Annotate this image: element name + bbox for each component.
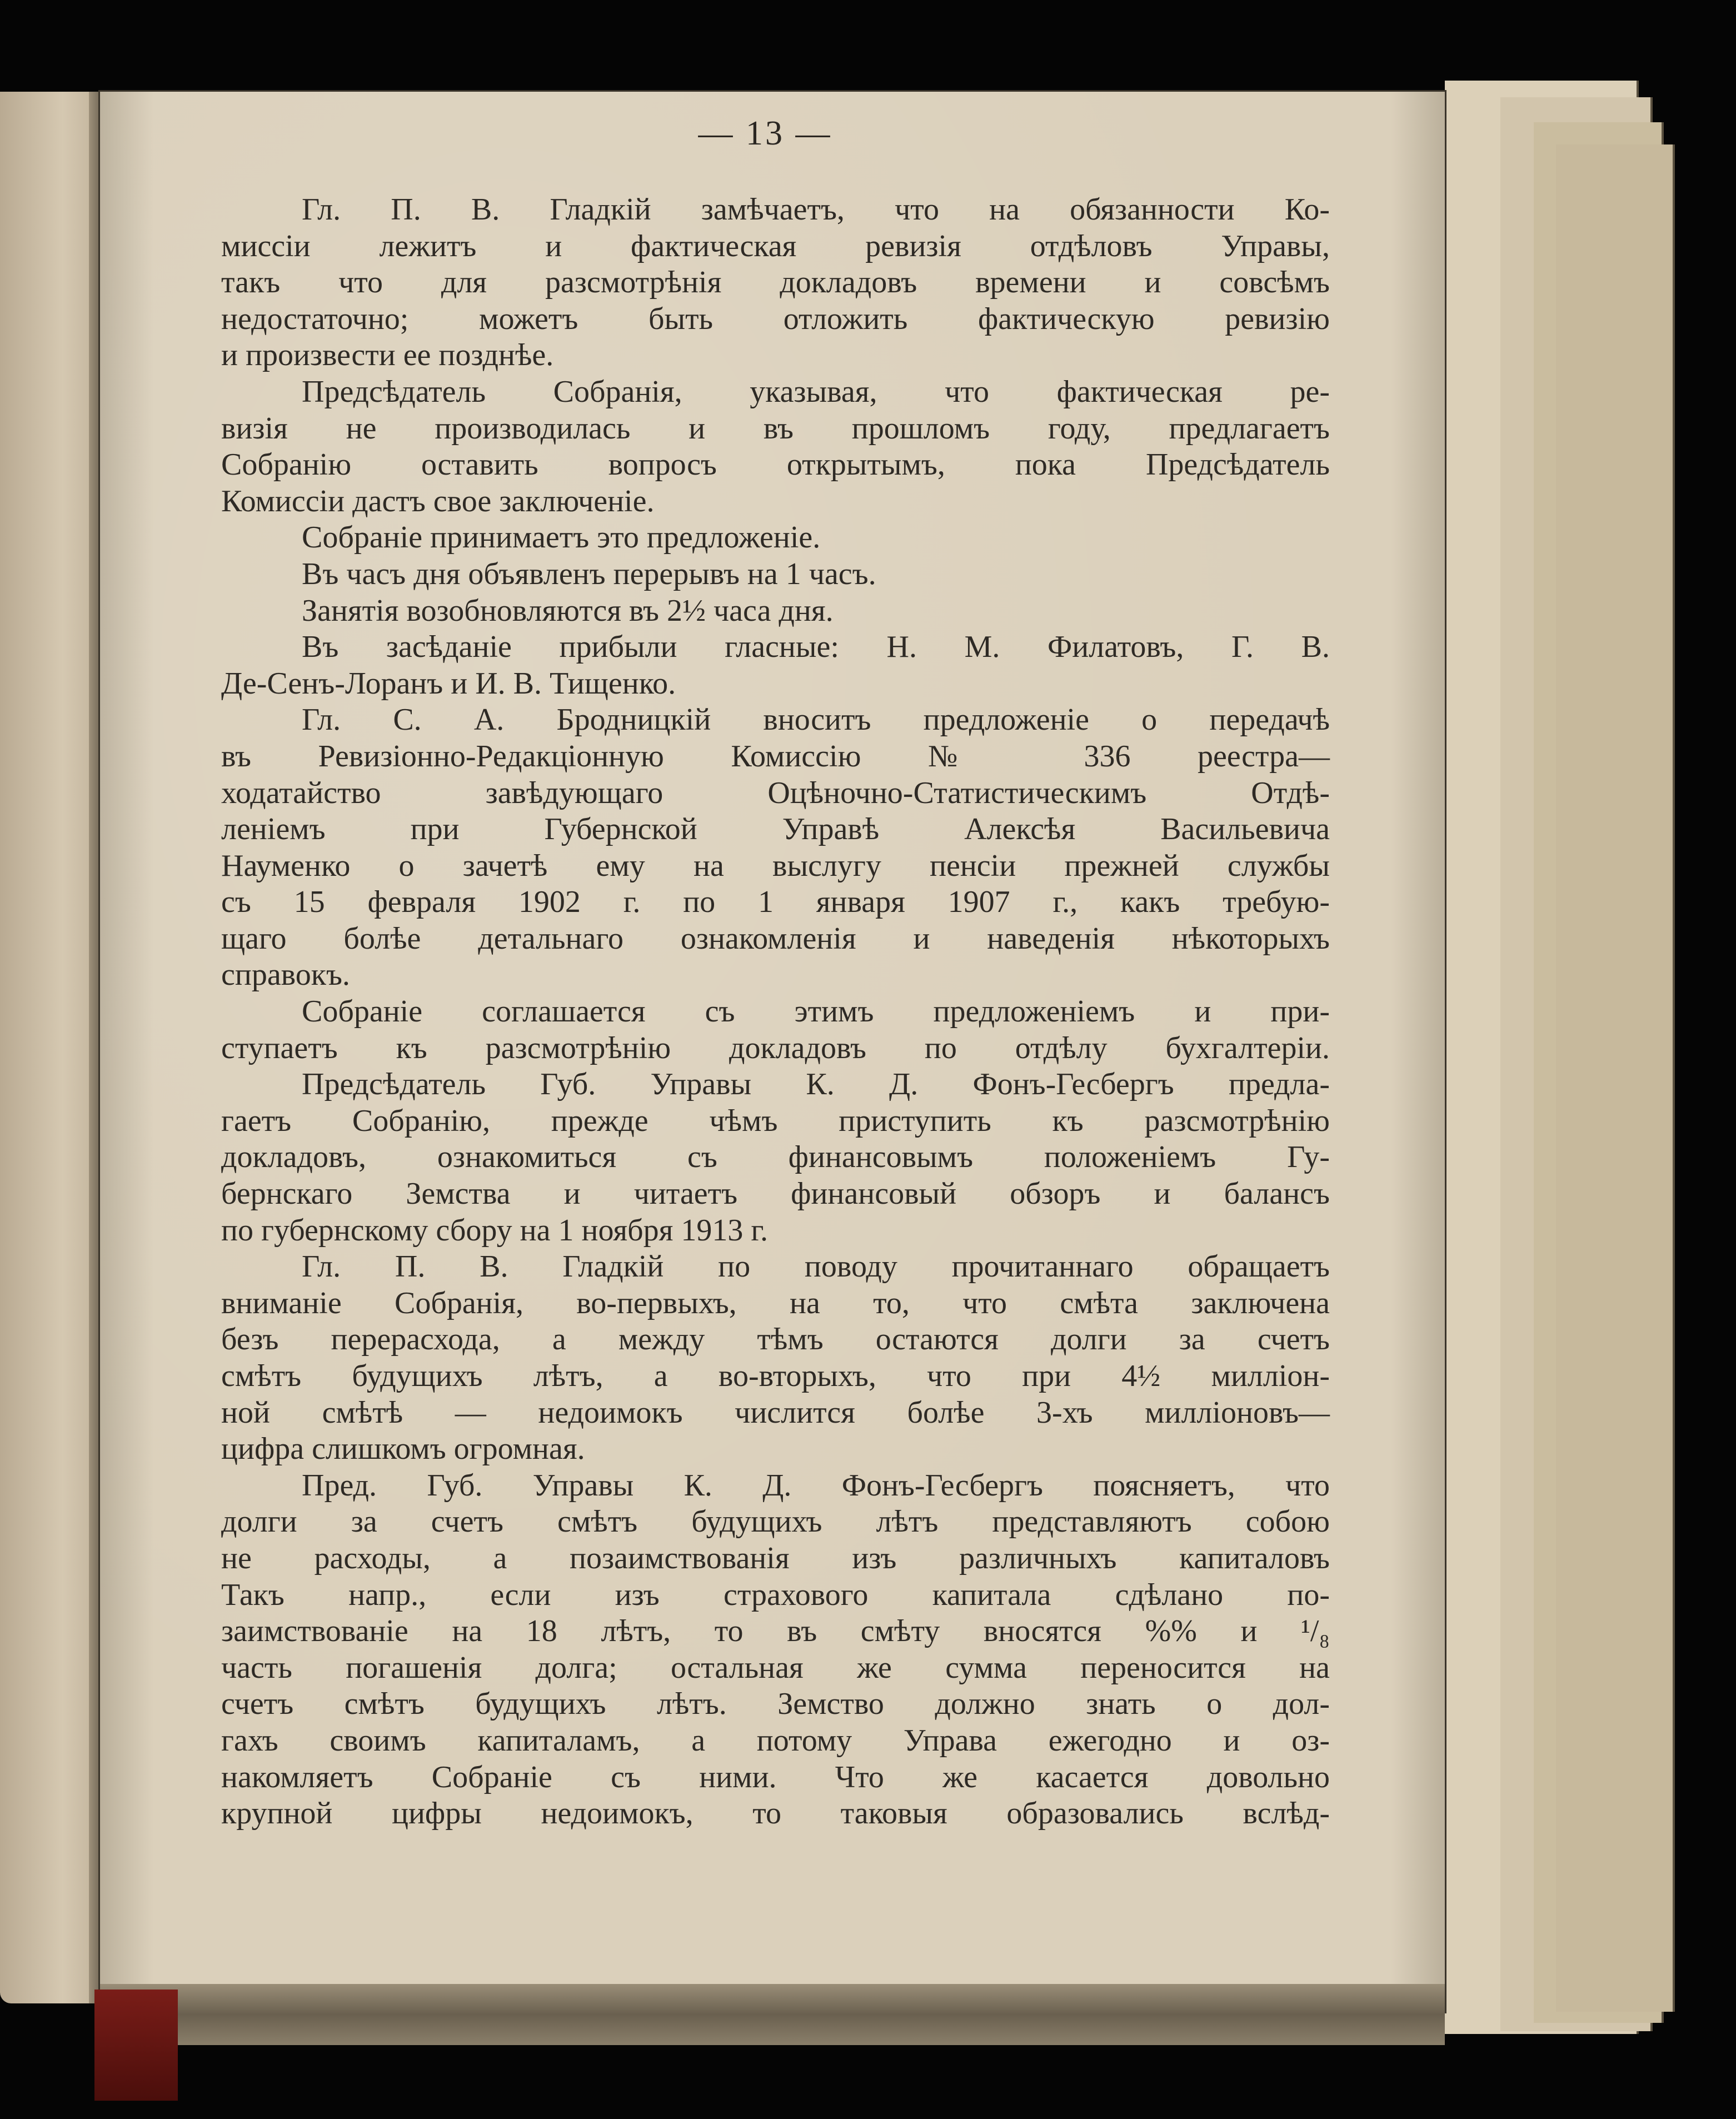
text-line: ходатайство завѣдующаго Оцѣночно-Статистическимъ Отдѣ- [221,775,1330,810]
text-line: Де-Сенъ-Лоранъ и И. В. Тищенко. [221,666,676,701]
text-line: смѣтъ будущихъ лѣтъ, а во-вторыхъ, что при 4½ милліон- [221,1359,1330,1393]
text-line: крупной цифры недоимокъ, то таковыя образовались вслѣд- [221,1796,1330,1831]
text-line: въ Ревизіонно-Редакціонную Комиссію № 336 реестра— [221,739,1330,774]
text-line: гаетъ Собранію, прежде чѣмъ приступить къ разсмотрѣнію [221,1103,1330,1138]
edge-mark [10,1403,16,1413]
text-line: Комиссіи дастъ свое заключеніе. [221,483,655,518]
text-line: недостаточно; можетъ быть отложить фактическую ревизію [221,301,1330,336]
text-line: часть погашенія долга; остальная же сумма переносится на [221,1650,1330,1685]
text-line: такъ что для разсмотрѣнія докладовъ времени и совсѣмъ [221,265,1330,300]
text-line: безъ перерасхода, а между тѣмъ остаются долги за счетъ [221,1322,1330,1357]
text-line: Науменко о зачетѣ ему на выслугу пенсіи прежней службы [221,848,1330,883]
page-number: — 13 — [698,114,832,152]
text-line: Въ часъ дня объявленъ перерывъ на 1 часъ. [302,556,876,591]
text-line: накомляетъ Собраніе съ ними. Что же касается довольно [221,1759,1330,1794]
text-line: Предсѣдатель Собранія, указывая, что фактическая ре- [302,374,1330,409]
text-line: Собраніе принимаетъ это предложеніе. [302,520,821,555]
text-line: долги за счетъ смѣтъ будущихъ лѣтъ представляютъ собою [221,1504,1330,1539]
text-line: визія не производилась и въ прошломъ году, предлагаетъ [221,411,1330,446]
text-line: Въ засѣданіе прибыли гласные: Н. М. Филатовъ, Г. В. [302,630,1330,665]
binding-corner [94,1990,178,2101]
text-line: вниманіе Собранія, во-первыхъ, на то, что смѣта заключена [221,1285,1330,1320]
text-line: Занятія возобновляются въ 2½ часа дня. [302,593,834,628]
text-line: Собранію оставить вопросъ открытымъ, пока Предсѣдатель [221,447,1330,482]
text-line: гахъ своимъ капиталамъ, а потому Управа ежегодно и оз- [221,1723,1330,1758]
text-line: Такъ напр., если изъ страхового капитала сдѣлано по- [221,1577,1330,1612]
text-line: справокъ. [221,958,350,993]
page-text-body [221,192,1330,1832]
text-line: миссіи лежитъ и фактическая ревизія отдѣловъ Управы, [221,228,1330,263]
text-line: счетъ смѣтъ будущихъ лѣтъ. Земство должно знать о дол- [221,1687,1330,1722]
text-line: щаго болѣе детальнаго ознакомленія и наведенія нѣкоторыхъ [221,921,1330,956]
text-line: цифра слишкомъ огромная. [221,1432,585,1467]
text-line: заимствованіе на 18 лѣтъ, то въ смѣту вносятся %% и ¹/₈ [221,1614,1330,1649]
text-line: Гл. П. В. Гладкій замѣчаетъ, что на обязанности Ко- [302,192,1330,227]
page-stack-layer [1556,144,1675,2012]
text-line: бернскаго Земства и читаетъ финансовый обзоръ и балансъ [221,1176,1330,1211]
text-line: съ 15 февраля 1902 г. по 1 января 1907 г., какъ требую- [221,885,1330,920]
text-line: не расходы, а позаимствованія изъ различныхъ капиталовъ [221,1540,1330,1575]
text-line: докладовъ, ознакомиться съ финансовымъ положеніемъ Гу- [221,1140,1330,1175]
text-line: Гл. С. А. Бродницкій вноситъ предложеніе о передачѣ [302,702,1330,737]
text-line: по губернскому сбору на 1 ноября 1913 г. [221,1213,769,1248]
text-line: ступаетъ къ разсмотрѣнію докладовъ по отдѣлу бухгалтеріи. [221,1030,1330,1065]
page-bottom-edge [100,1984,1445,2045]
text-line: Пред. Губ. Управы К. Д. Фонъ-Гесбергъ поясняетъ, что [302,1468,1330,1503]
text-line: леніемъ при Губернской Управѣ Алексѣя Васильевича [221,812,1330,847]
text-line: ной смѣтѣ — недоимокъ числится болѣе 3-хъ милліоновъ— [221,1395,1330,1430]
text-line: Предсѣдатель Губ. Управы К. Д. Фонъ-Гесбергъ предла- [302,1067,1330,1102]
text-line: Собраніе соглашается съ этимъ предложеніемъ и при- [302,994,1330,1029]
text-line: и произвести ее позднѣе. [221,338,554,373]
text-line: Гл. П. В. Гладкій по поводу прочитаннаго обращаетъ [302,1249,1330,1284]
